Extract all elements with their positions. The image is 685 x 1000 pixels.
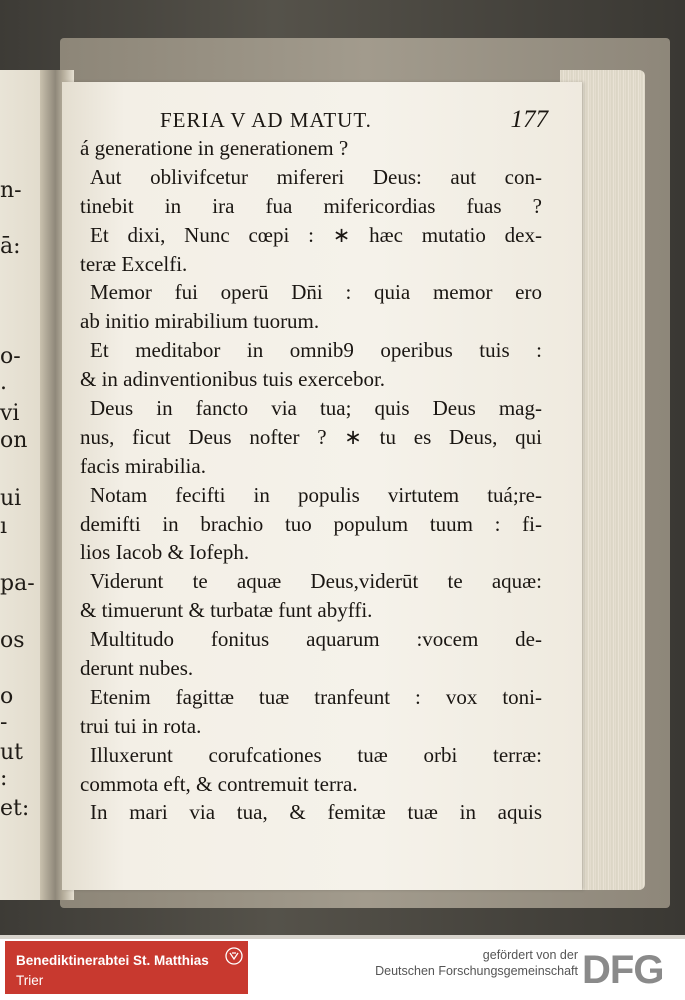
text-line: In mari via tua, & femitæ tuæ in aquis <box>90 800 542 825</box>
text-line: lios Iacob & Iofeph. <box>80 540 250 565</box>
running-head: FERIA V AD MATUT. <box>160 108 372 132</box>
left-page-fragment: : <box>0 766 8 791</box>
text-line: & timuerunt & turbatæ funt abyffi. <box>80 598 373 623</box>
funding-note <box>375 947 578 979</box>
left-page-fragment: ut <box>0 740 24 765</box>
left-page-fragment: . <box>0 370 7 395</box>
left-page-fragment: ı <box>0 514 8 539</box>
page-number: 177 <box>510 106 548 133</box>
left-page-fragment: vi <box>0 401 20 426</box>
text-line: derunt nubes. <box>80 656 194 681</box>
left-page-fragment: on <box>0 428 28 453</box>
text-line: Et dixi, Nunc cœpi : ∗ hæc mutatio dex- <box>90 222 542 247</box>
text-line: demifti in brachio tuo populum tuum : fi- <box>80 511 542 536</box>
text-line: Viderunt te aquæ Deus,viderūt te aquæ: <box>90 569 542 594</box>
text-line: á generatione in generationem ? <box>80 136 349 160</box>
text-line: & in adinventionibus tuis exercebor. <box>80 367 386 392</box>
left-page-fragment: n- <box>0 178 22 203</box>
institution-link[interactable] <box>5 941 248 994</box>
text-line: Notam fecifti in populis virtutem tuá;re- <box>90 482 542 507</box>
left-page-fragment: ui <box>0 486 22 511</box>
text-line: tinebit in ira fua mifericordias fuas ? <box>80 193 542 218</box>
left-page-fragment: ā: <box>0 234 21 259</box>
text-line: Etenim fagittæ tuæ tranfeunt : vox toni- <box>90 684 542 709</box>
left-page-fragment: o- <box>0 344 21 369</box>
psalm-text <box>80 134 542 827</box>
funding-line: gefördert von der <box>482 948 578 962</box>
footer-bar <box>0 935 685 1000</box>
text-line: Aut oblivifcetur mifereri Deus: aut con- <box>90 164 542 189</box>
institution-name: Benediktinerabtei St. Matthias <box>16 953 209 968</box>
text-line: Illuxerunt corufcationes tuæ orbi terræ: <box>90 742 542 767</box>
left-page-fragment: - <box>0 710 8 735</box>
text-line: Multitudo fonitus aquarum :vocem de- <box>90 627 542 652</box>
institution-city: Trier <box>16 973 44 988</box>
text-line: facis mirabilia. <box>80 453 206 478</box>
left-page-fragment: et: <box>0 796 30 821</box>
text-line: Memor fui operū Dn̄i : quia memor ero <box>90 280 542 305</box>
dfg-logo[interactable] <box>582 948 678 988</box>
left-page-fragment: o <box>0 684 14 709</box>
text-line: teræ Excelfi. <box>80 251 188 276</box>
dfg-logo-text: DFG <box>582 948 664 988</box>
text-line: nus, ficut Deus nofter ? ∗ tu es Deus, qui <box>80 424 542 449</box>
text-line: ab initio mirabilium tuorum. <box>80 309 320 334</box>
left-page-fragment: os <box>0 628 25 653</box>
abbey-logo-icon <box>225 947 243 965</box>
text-line: trui tui in rota. <box>80 713 202 738</box>
footer-divider <box>0 935 685 939</box>
funding-line: Deutschen Forschungsgemeinschaft <box>375 964 578 978</box>
text-line: commota eft, & contremuit terra. <box>80 771 358 796</box>
text-line: Deus in fancto via tua; quis Deus mag- <box>90 396 542 421</box>
text-line: Et meditabor in omnib9 operibus tuis : <box>90 338 542 363</box>
left-page-fragment: pa- <box>0 571 35 596</box>
